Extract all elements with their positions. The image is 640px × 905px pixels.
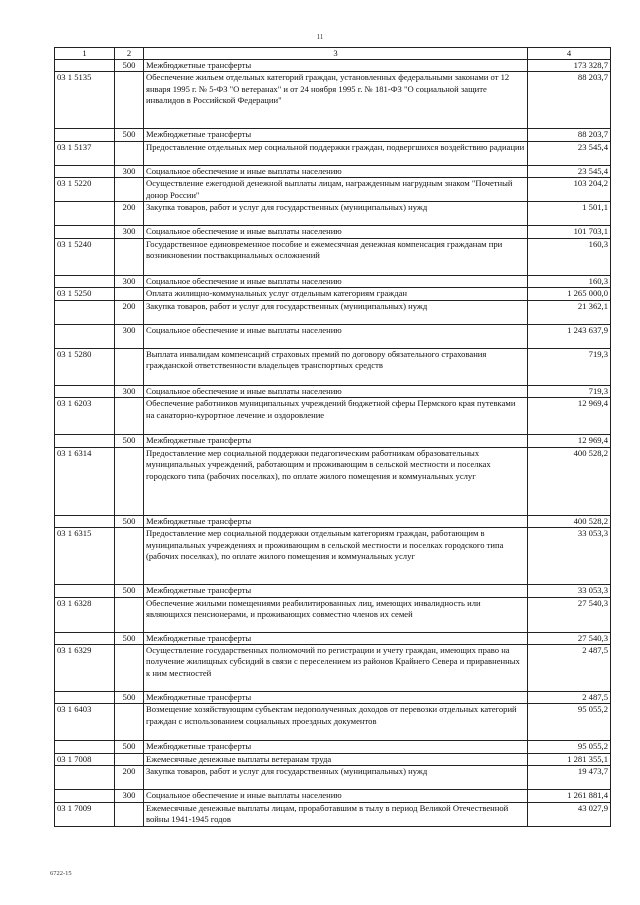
description-cell: Обеспечение работников муниципальных учреждений бюджетной сферы Пермского края путевками на санаторно-курортное лечение и оздоровление: [144, 398, 528, 435]
table-row: [55, 178, 611, 202]
description-cell: Оплата жилищно-коммунальных услуг отдельным категориям граждан: [144, 288, 528, 301]
amount-cell: 103 204,2: [528, 178, 611, 202]
expense-type-cell: 300: [115, 790, 144, 802]
amount-cell: 95 055,2: [528, 741, 611, 753]
description-cell: Выплата инвалидам компенсаций страховых премий по договору обязательного страхования гражданской ответственности владельцев транспортных средств: [144, 349, 528, 386]
table-row: [55, 275, 611, 287]
table-row: [55, 301, 611, 325]
description-cell: Предоставление мер социальной поддержки отдельным категориям граждан, работающим в муниципальных учреждениях и проживающим в сельской местности и поселках городского типа (рабочих поселках), по оплате жилого помещения и коммунальных услуг: [144, 528, 528, 585]
description-cell: Межбюджетные трансферты: [144, 435, 528, 447]
table-row: [55, 226, 611, 238]
description-cell: Социальное обеспечение и иные выплаты населению: [144, 226, 528, 238]
header-col-4: 4: [528, 48, 611, 60]
table-row: [55, 753, 611, 765]
description-cell: Возмещение хозяйствующим субъектам недополученных доходов от перевозки отдельных категорий граждан с использованием социальных проездных документов: [144, 704, 528, 741]
description-cell: Ежемесячные денежные выплаты ветеранам труда: [144, 753, 528, 765]
expense-type-cell: 200: [115, 202, 144, 226]
table-row: [55, 141, 611, 165]
budget-code-cell: 03 1 6203: [55, 398, 115, 435]
budget-code-cell: 03 1 5280: [55, 349, 115, 386]
table-row: [55, 349, 611, 386]
table-row: [55, 741, 611, 753]
table-row: [55, 435, 611, 447]
expense-type-cell: 500: [115, 632, 144, 644]
table-row: [55, 528, 611, 585]
description-cell: Закупка товаров, работ и услуг для государственных (муниципальных) нужд: [144, 766, 528, 790]
budget-code-cell: 03 1 7009: [55, 802, 115, 826]
expense-type-cell: [115, 528, 144, 585]
budget-code-cell: [55, 386, 115, 398]
description-cell: Обеспечение жильем отдельных категорий граждан, установленных федеральными законами от 12 января 1995 г. № 5-ФЗ "О ветеранах" и от 24 ноября 1995 г. № 181-ФЗ "О социальной защите инвалидов в Российской Федерации": [144, 72, 528, 129]
expense-type-cell: [115, 398, 144, 435]
amount-cell: 27 540,3: [528, 597, 611, 632]
amount-cell: 33 053,3: [528, 585, 611, 597]
amount-cell: 160,3: [528, 275, 611, 287]
description-cell: Межбюджетные трансферты: [144, 515, 528, 527]
amount-cell: 2 487,5: [528, 692, 611, 704]
budget-code-cell: 03 1 5137: [55, 141, 115, 165]
expense-type-cell: [115, 141, 144, 165]
budget-code-cell: 03 1 5220: [55, 178, 115, 202]
description-cell: Ежемесячные денежные выплаты лицам, проработавшим в тылу в период Великой Отечественной войны 1941-1945 годов: [144, 802, 528, 826]
expense-type-cell: 500: [115, 585, 144, 597]
expense-type-cell: 500: [115, 741, 144, 753]
amount-cell: 1 281 355,1: [528, 753, 611, 765]
expense-type-cell: 500: [115, 60, 144, 72]
expense-type-cell: 300: [115, 165, 144, 177]
budget-code-cell: [55, 766, 115, 790]
table-row: [55, 802, 611, 826]
expense-type-cell: [115, 597, 144, 632]
budget-code-cell: [55, 301, 115, 325]
amount-cell: 95 055,2: [528, 704, 611, 741]
expense-type-cell: 200: [115, 766, 144, 790]
description-cell: Осуществление государственных полномочий по регистрации и учету граждан, имеющих право на получение жилищных субсидий в связи с переселением из районов Крайнего Севера и приравненных к ним местностей: [144, 645, 528, 692]
expense-type-cell: [115, 238, 144, 275]
budget-code-cell: [55, 325, 115, 349]
amount-cell: 12 969,4: [528, 398, 611, 435]
table-row: [55, 447, 611, 515]
amount-cell: 1 261 881,4: [528, 790, 611, 802]
amount-cell: 173 328,7: [528, 60, 611, 72]
description-cell: Межбюджетные трансферты: [144, 741, 528, 753]
amount-cell: 1 243 637,9: [528, 325, 611, 349]
amount-cell: 88 203,7: [528, 72, 611, 129]
table-row: [55, 704, 611, 741]
table-row: [55, 325, 611, 349]
table-header-row: [55, 48, 611, 60]
expense-type-cell: [115, 704, 144, 741]
document-footer-code: 6722-15: [50, 870, 72, 877]
budget-code-cell: 03 1 6314: [55, 447, 115, 515]
header-col-3: 3: [144, 48, 528, 60]
expense-type-cell: 500: [115, 692, 144, 704]
table-body: [55, 60, 611, 827]
table-row: [55, 288, 611, 301]
expense-type-cell: 300: [115, 275, 144, 287]
amount-cell: 400 528,2: [528, 447, 611, 515]
amount-cell: 1 501,1: [528, 202, 611, 226]
expense-type-cell: [115, 349, 144, 386]
table-row: [55, 386, 611, 398]
expense-type-cell: [115, 288, 144, 301]
description-cell: Межбюджетные трансферты: [144, 692, 528, 704]
table-row: [55, 129, 611, 141]
description-cell: Межбюджетные трансферты: [144, 632, 528, 644]
amount-cell: 719,3: [528, 386, 611, 398]
budget-code-cell: [55, 226, 115, 238]
header-col-1: 1: [55, 48, 115, 60]
description-cell: Межбюджетные трансферты: [144, 129, 528, 141]
amount-cell: 101 703,1: [528, 226, 611, 238]
amount-cell: 400 528,2: [528, 515, 611, 527]
table-row: [55, 398, 611, 435]
amount-cell: 43 027,9: [528, 802, 611, 826]
budget-code-cell: 03 1 6329: [55, 645, 115, 692]
expense-type-cell: 500: [115, 515, 144, 527]
budget-code-cell: 03 1 5135: [55, 72, 115, 129]
budget-code-cell: [55, 129, 115, 141]
page-number: 11: [316, 33, 324, 41]
budget-code-cell: 03 1 5240: [55, 238, 115, 275]
description-cell: Социальное обеспечение и иные выплаты населению: [144, 325, 528, 349]
amount-cell: 19 473,7: [528, 766, 611, 790]
amount-cell: 2 487,5: [528, 645, 611, 692]
expense-type-cell: [115, 447, 144, 515]
budget-code-cell: [55, 165, 115, 177]
expense-type-cell: 200: [115, 301, 144, 325]
budget-code-cell: [55, 692, 115, 704]
amount-cell: 160,3: [528, 238, 611, 275]
table-row: [55, 766, 611, 790]
amount-cell: 88 203,7: [528, 129, 611, 141]
expense-type-cell: [115, 802, 144, 826]
expense-type-cell: 500: [115, 129, 144, 141]
budget-code-cell: [55, 585, 115, 597]
budget-code-cell: [55, 790, 115, 802]
expense-type-cell: [115, 72, 144, 129]
description-cell: Предоставление отдельных мер социальной поддержки граждан, подвергшихся воздействию радиации: [144, 141, 528, 165]
description-cell: Межбюджетные трансферты: [144, 60, 528, 72]
table-row: [55, 585, 611, 597]
table-row: [55, 790, 611, 802]
table-row: [55, 238, 611, 275]
table-row: [55, 72, 611, 129]
description-cell: Закупка товаров, работ и услуг для государственных (муниципальных) нужд: [144, 301, 528, 325]
amount-cell: 33 053,3: [528, 528, 611, 585]
description-cell: Закупка товаров, работ и услуг для государственных (муниципальных) нужд: [144, 202, 528, 226]
table-row: [55, 165, 611, 177]
budget-code-cell: [55, 515, 115, 527]
amount-cell: 1 265 000,0: [528, 288, 611, 301]
table-row: [55, 60, 611, 72]
amount-cell: 23 545,4: [528, 165, 611, 177]
budget-code-cell: 03 1 6328: [55, 597, 115, 632]
amount-cell: 12 969,4: [528, 435, 611, 447]
amount-cell: 27 540,3: [528, 632, 611, 644]
expense-type-cell: [115, 753, 144, 765]
header-col-2: 2: [115, 48, 144, 60]
budget-code-cell: [55, 275, 115, 287]
expense-type-cell: 300: [115, 325, 144, 349]
budget-code-cell: [55, 60, 115, 72]
amount-cell: 21 362,1: [528, 301, 611, 325]
table-row: [55, 645, 611, 692]
budget-code-cell: [55, 202, 115, 226]
description-cell: Государственное единовременное пособие и ежемесячная денежная компенсация гражданам при возникновении поствакцинальных осложнений: [144, 238, 528, 275]
description-cell: Социальное обеспечение и иные выплаты населению: [144, 790, 528, 802]
description-cell: Социальное обеспечение и иные выплаты населению: [144, 275, 528, 287]
budget-code-cell: [55, 741, 115, 753]
budget-code-cell: 03 1 5250: [55, 288, 115, 301]
budget-code-cell: 03 1 6403: [55, 704, 115, 741]
expense-type-cell: [115, 178, 144, 202]
budget-code-cell: [55, 632, 115, 644]
budget-code-cell: 03 1 7008: [55, 753, 115, 765]
budget-table: [54, 47, 611, 827]
description-cell: Обеспечение жилыми помещениями реабилитированных лиц, имеющих инвалидность или являющихся пенсионерами, и проживающих совместно членов их семей: [144, 597, 528, 632]
description-cell: Социальное обеспечение и иные выплаты населению: [144, 386, 528, 398]
amount-cell: 23 545,4: [528, 141, 611, 165]
description-cell: Предоставление мер социальной поддержки педагогическим работникам образовательных муниципальных учреждений, работающим и проживающим в сельской местности и поселках городского типа (рабочих поселках), по оплате жилого помещения и коммунальных услуг: [144, 447, 528, 515]
description-cell: Межбюджетные трансферты: [144, 585, 528, 597]
budget-code-cell: [55, 435, 115, 447]
table-row: [55, 692, 611, 704]
expense-type-cell: 300: [115, 226, 144, 238]
description-cell: Осуществление ежегодной денежной выплаты лицам, награжденным нагрудным знаком "Почетный донор России": [144, 178, 528, 202]
expense-type-cell: 500: [115, 435, 144, 447]
table-row: [55, 515, 611, 527]
table-row: [55, 202, 611, 226]
budget-code-cell: 03 1 6315: [55, 528, 115, 585]
table-row: [55, 597, 611, 632]
amount-cell: 719,3: [528, 349, 611, 386]
table-row: [55, 632, 611, 644]
description-cell: Социальное обеспечение и иные выплаты населению: [144, 165, 528, 177]
expense-type-cell: [115, 645, 144, 692]
expense-type-cell: 300: [115, 386, 144, 398]
